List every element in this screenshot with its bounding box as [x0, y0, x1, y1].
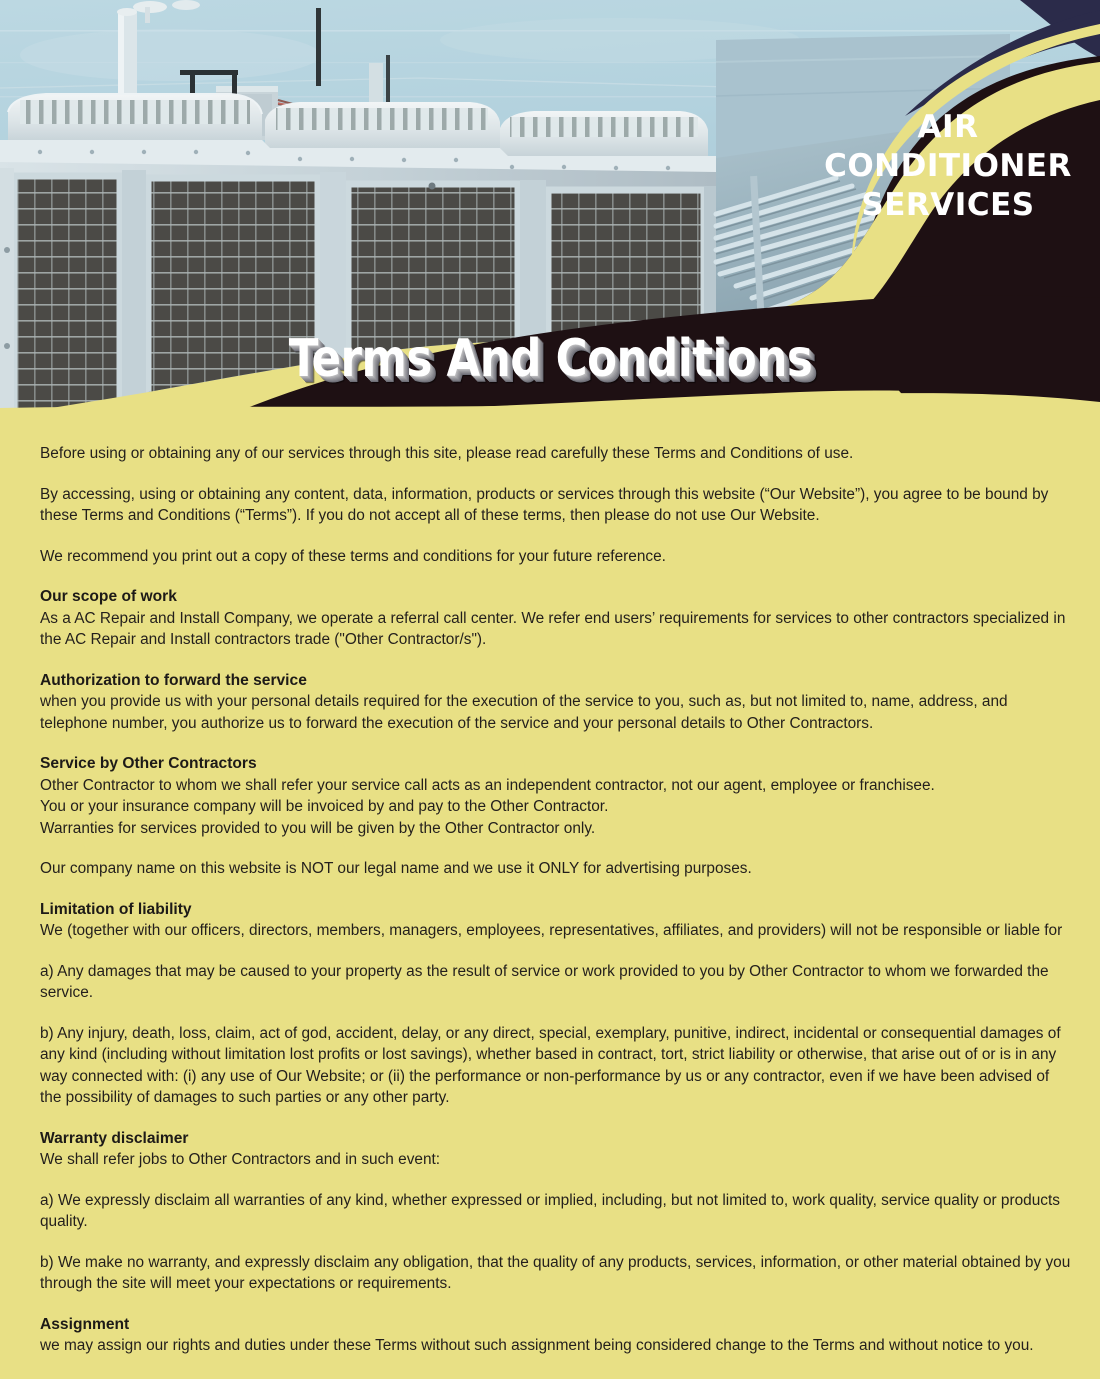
section-heading: Limitation of liability — [40, 900, 192, 918]
terms-section — [40, 1252, 1072, 1295]
header-title-line-2: CONDITIONER — [824, 148, 1072, 184]
section-paragraph: Before using or obtaining any of our services through this site, please read carefully these Terms and Conditions of use. — [40, 445, 854, 462]
section-paragraph: when you provide us with your personal details required for the execution of the service to you, such as, but not limited to, name, address, and telephone number, you authorize us to forward the execution of the service and your personal details to Other Contractors. — [40, 693, 1008, 732]
section-paragraph: Warranties for services provided to you will be given by the Other Contractor only. — [40, 819, 596, 837]
section-paragraph: By accessing, using or obtaining any content, data, information, products or services through this website (“Our Website”), you agree to be bound by these Terms and Conditions (“Terms”). If you do not accept all of these terms, then please do not use Our Website. — [40, 485, 1049, 524]
header-title-line-1: AIR — [917, 109, 979, 145]
terms-section — [40, 443, 1072, 465]
terms-body — [40, 443, 1072, 1357]
section-paragraph: As a AC Repair and Install Company, we operate a referral call center. We refer end users’ requirements for services to other contractors specialized in the AC Repair and Install contractors trade ("Other Contractor/s"). — [40, 609, 1066, 648]
section-paragraph: b) Any injury, death, loss, claim, act of god, accident, delay, or any direct, special, exemplary, punitive, indirect, incidental or consequential damages of any kind (including without limitation lost profits or lost savings), whether based in contract, tort, strict liability or otherwise, that arise out of or is in any way connected with: (i) any use of Our Website; or (ii) the performance or non-performance by us or any contractor, even if we have been advised of the possibility of damages to such parties or any other party. — [40, 1024, 1061, 1106]
terms-section — [40, 546, 1072, 568]
section-heading: Assignment — [40, 1315, 130, 1333]
section-heading: Warranty disclaimer — [40, 1129, 189, 1147]
section-paragraph: Other Contractor to whom we shall refer your service call acts as an independent contractor, not our agent, employee or franchisee. — [40, 776, 935, 794]
section-heading: Our scope of work — [40, 588, 177, 605]
terms-section — [40, 858, 1072, 880]
terms-section — [40, 1314, 1072, 1357]
page-title — [814, 108, 1082, 225]
terms-section — [40, 484, 1072, 527]
header-banner — [0, 0, 1100, 432]
section-paragraph: We shall refer jobs to Other Contractors and in such event: — [40, 1151, 441, 1168]
section-paragraph: we may assign our rights and duties under these Terms without such assignment being considered change to the Terms and without notice to you. — [40, 1337, 1034, 1354]
terms-section — [40, 586, 1072, 651]
terms-section — [40, 899, 1072, 942]
section-paragraph: a) Any damages that may be caused to your property as the result of service or work provided to you by Other Contractor to whom we forwarded the service. — [40, 962, 1049, 1001]
terms-section — [40, 1190, 1072, 1233]
terms-section — [40, 1023, 1072, 1109]
terms-section — [40, 753, 1072, 839]
section-paragraph: You or your insurance company will be invoiced by and pay to the Other Contractor. — [40, 798, 609, 815]
section-paragraph: a) We expressly disclaim all warranties of any kind, whether expressed or implied, including, but not limited to, work quality, service quality or products quality. — [40, 1191, 1060, 1230]
main-title-text: Terms And Conditions — [288, 329, 812, 389]
section-paragraph: Our company name on this website is NOT our legal name and we use it ONLY for advertising purposes. — [40, 860, 752, 877]
terms-section — [40, 1128, 1072, 1171]
terms-section — [40, 961, 1072, 1004]
section-paragraph: We (together with our officers, directors, members, managers, employees, representatives, affiliates, and providers) will not be responsible or liable for — [40, 922, 1063, 939]
section-heading: Authorization to forward the service — [40, 671, 307, 689]
section-paragraph: We recommend you print out a copy of these terms and conditions for your future reference. — [40, 547, 666, 565]
section-paragraph: b) We make no warranty, and expressly disclaim any obligation, that the quality of any products, services, information, or other material obtained by you through the site will meet your expectations or requirements. — [40, 1253, 1071, 1292]
header-title-line-3: SERVICES — [861, 187, 1035, 223]
terms-section — [40, 670, 1072, 735]
section-heading: Service by Other Contractors — [40, 755, 257, 772]
